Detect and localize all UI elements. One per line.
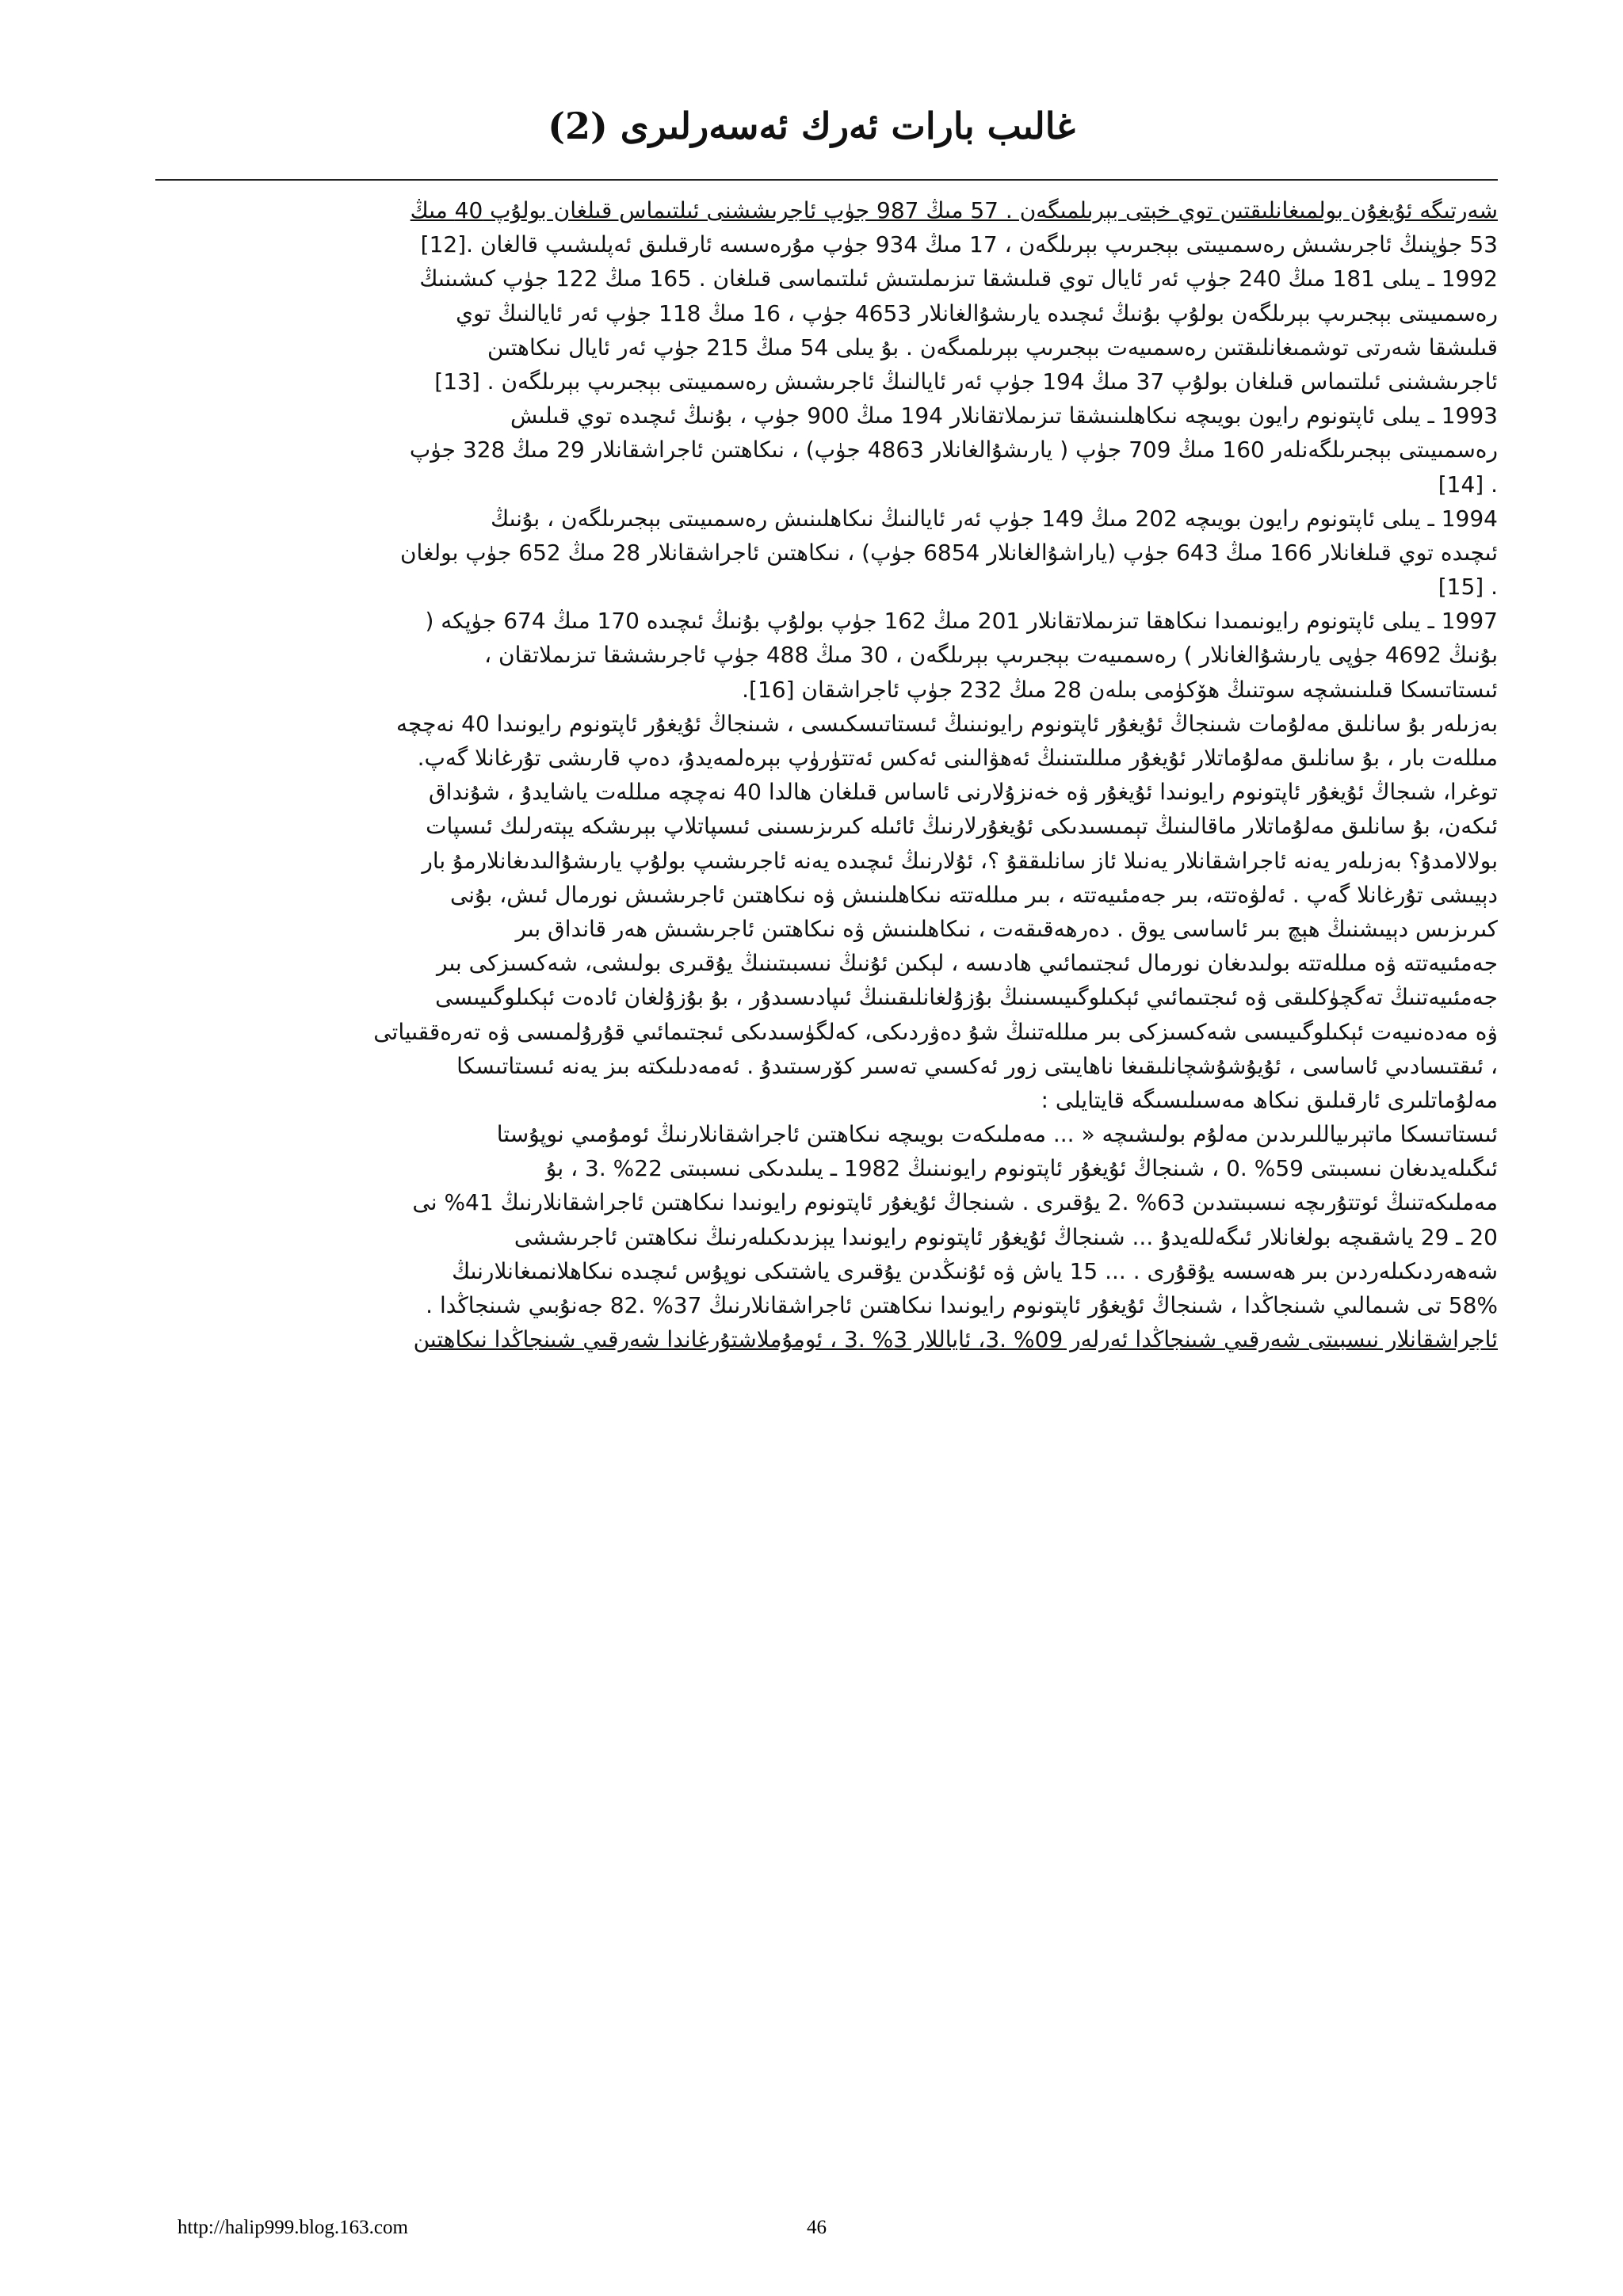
text-line: بۇنىڭ 4692 جۈپى يارىشۇالغانلار ) رەسمىيەت بېجىرىپ بېرىلگەن ، 30 مىڭ 488 جۈپ ئاجرىششقا تىزىملاتقان ، [484,642,1498,669]
page-number: 46 [807,2217,827,2238]
text-line: مەملىكەتنىڭ ئوتتۇرىچە نىسبىتىدىن 63% .2 يۇقىرى . شىنجاڭ ئۇيغۇر ئاپتونوم رايونىدا نىكاھتىن ئاجراشقانلارنىڭ 41% نى [412,1189,1498,1216]
text-line: شەھەردىكىلەردىن بىر ھەسسە يۇقۇرى . ... 15 ياش ۋە ئۇنىڭدىن يۇقىرى ياشتىكى نوپۇس ئىچىدە نىكاھلانمىغانلارنىڭ [452,1257,1498,1284]
text-line: . [14] [1438,471,1498,498]
text-line: بولالامدۇ؟ بەزىلەر يەنە ئاجراشقانلار يەنىلا ئاز سانلىققۇ ؟، ئۇلارنىڭ ئىچىدە يەنە ئاجرىشىپ بولۇپ يارىشۇالىدىغانلارمۇ بار [422,847,1498,874]
title-rule [155,179,1498,181]
text-line: 1997 ـ يىلى ئاپتونوم رايونىمىدا نىكاھقا تىزىملاتقانلار 201 مىڭ 162 جۈپ بولۇپ بۇنىڭ ئىچىدە 170 مىڭ 674 جۈپكە ( [425,608,1498,635]
text-line: جەمئىيەتتە ۋە مىللەتتە بولىدىغان نورمال ئىجتىمائىي ھادىسە ، لېكىن ئۇنىڭ نىسبىتىنىڭ يۇقىرى بولىشى، شەكسىزكى بىر [437,950,1498,977]
text-line: 20 ـ 29 ياشقىچە بولغانلار ئىگەللەيدۇ ... شىنجاڭ ئۇيغۇر ئاپتونوم رايونىدا يېزىدىكىلەرنىڭ نىكاھتىن ئاجرىششى [514,1223,1498,1250]
text-line: ئىچىدە توي قىلغانلار 166 مىڭ 643 جۈپ (ياراشۇالغانلار 6854 جۈپ) ، نىكاھتىن ئاجراشقانلار 28 مىڭ 652 جۈپ بولغان [399,539,1498,566]
page-title: غالىب بارات ئەرك ئەسەرلىرى (2) [548,105,1075,147]
text-line: . [15] [1438,574,1498,601]
text-line: ئىگىلەيدىغان نىسبىتى 59% .0 ، شىنجاڭ ئۇيغۇر ئاپتونوم رايونىنىڭ 1982 ـ يىلىدىكى نىسبىتى 22% .3 ، بۇ [545,1155,1498,1182]
text-line: رەسمىيىتى بېجىرىپ بېرىلگەن بولۇپ بۇنىڭ ئىچىدە يارىشۇالغانلار 4653 جۈپ ، 16 مىڭ 118 جۈپ ئەر ئايالنىڭ توي [456,299,1498,326]
text-line: قىلىشقا شەرتى توشمىغانلىقتىن رەسمىيەت بېجىرىپ بېرىلمىگەن . بۇ يىلى 54 مىڭ 215 جۈپ ئەر ئايال نىكاھتىن [487,334,1498,360]
text-line: كىرىزىس دېيىشنىڭ ھېچ بىر ئاساسى يوق . دەرھەقىقەت ، نىكاھلىنىش ۋە نىكاھتىن ئاجرىشىش ھەر قانداق بىر [515,915,1498,942]
text-line: دېيىشى تۇرغانلا گەپ . ئەلۋەتتە، بىر جەمئىيەتتە ، بىر مىللەتتە نىكاھلىنىش ۋە نىكاھتىن ئاجرىشىش نورمال ئىش، بۇنى [449,881,1498,908]
text-line [155,1356,1498,1390]
text-line: توغرا، شىجاڭ ئۇيغۇر ئاپتونوم رايونىدا ئۇيغۇر ۋە خەنزۇلارنى ئاساس قىلغان ھالدا 40 نەچچە مىللەت ياشايدۇ ، شۇنداق [428,779,1498,806]
text-line: ئىكەن، بۇ سانلىق مەلۇماتلار ماقالىنىڭ تېمىسىدىكى ئۇيغۇرلارنىڭ ئائىلە كىرىزىسىنى ئىسپاتلاپ بېرىشكە يېتەرلىك ئىسپات [426,813,1498,840]
text-line: 53 جۈپنىڭ ئاجرىشىش رەسمىيىتى بېجىرىپ بېرىلگەن ، 17 مىڭ 934 جۈپ مۇرەسسە ئارقىلىق ئەپلىشىپ قالغان .[12] [420,231,1498,258]
text-line: 1994 ـ يىلى ئاپتونوم رايون بويىچە 202 مىڭ 149 جۈپ ئەر ئايالنىڭ نىكاھلىنىش رەسمىيىتى بېجىرىلگەن ، بۇنىڭ [491,505,1498,532]
text-line: ، ئىقتىسادىي ئاساسى ، ئۇيۇشۇشچانلىقىغا ناھايىتى زور ئەكسىي تەسىر كۆرسىتىدۇ . ئەمەدىلىكتە بىز يەنە ئىستاتىسكا [456,1052,1498,1079]
text-line: ئاجراشقانلار نىسبىتى شەرقىي شىنجاڭدا ئەرلەر 09% .3، ئاياللار 3% .3 ، ئومۇملاشتۇرغاندا شەرقىي شىنجاڭدا نىكاھتىن [413,1326,1498,1353]
text-line: رەسمىيىتى بېجىرىلگەنلەر 160 مىڭ 709 جۈپ ( يارىشۇالغانلار 4863 جۈپ) ، نىكاھتىن ئاجراشقانلار 29 مىڭ 328 جۈپ [409,437,1498,463]
text-line: مىللەت بار ، بۇ سانلىق مەلۇماتلار ئۇيغۇر مىللىتىنىڭ ئەھۋالىنى ئەكس ئەتتۈرۈپ بېرەلمەيدۇ، دەپ قارىشى تۇرغانلا گەپ. [417,745,1498,771]
text-line: جەمئىيەتنىڭ تەگچۈكلىقى ۋە ئىجتىمائىي ئېكىلوگىيىسىنىڭ بۇزۇلغانلىقىنىڭ ئىپادىسىدۇر ، بۇ بۇزۇلغان ئادەت ئېكىلوگىيىسى [435,984,1498,1011]
text-line: شەرتىگە ئۇيغۇن بولمىغانلىقتىن توي خېتى بېرىلمىگەن . 57 مىڭ 987 جۈپ ئاجرىششنى ئىلتىماس قىلغان بولۇپ 40 مىڭ [410,197,1498,223]
text-line: ئاجرىششنى ئىلتىماس قىلغان بولۇپ 37 مىڭ 194 جۈپ ئەر ئايالنىڭ ئاجرىشىش رەسمىيىتى بېجىرىپ بېرىلگەن . [13] [434,368,1498,395]
text-line: 1993 ـ يىلى ئاپتونوم رايون بويىچە نىكاھلىنىشقا تىزىملاتقانلار 194 مىڭ 900 جۈپ ، بۇنىڭ ئىچىدە توي قىلىش [510,402,1498,429]
text-line: ۋە مەدەنىيەت ئېكىلوگىيىسى شەكسىزكى بىر مىللەتنىڭ شۇ دەۋردىكى، كەلگۈسىدىكى ئىجتىمائىي قۇرۇلمىسى ۋە تەرەققىياتى [373,1018,1498,1045]
text-line: 58% تى شىمالىي شىنجاڭدا ، شىنجاڭ ئۇيغۇر ئاپتونوم رايونىدا نىكاھتىن ئاجراشقانلارنىڭ 37% .82 جەنۇبىي شىنجاڭدا . [426,1292,1498,1318]
text-line: ئىستاتىسكا قىلىنىشچە سوتنىڭ ھۆكۈمى بىلەن 28 مىڭ 232 جۈپ ئاجراشقان [16]. [742,676,1498,703]
text-line: مەلۇماتلىرى ئارقىلىق نىكاھ مەسىلىسىگە قايتايلى : [1041,1086,1498,1113]
text-line: ئىستاتىسكا ماتېرىياللىرىدىن مەلۇم بولىشىچە « ... مەملىكەت بويىچە نىكاھتىن ئاجراشقانلارنىڭ ئومۇمىي نوپۇستا [496,1121,1498,1148]
text-line: 1992 ـ يىلى 181 مىڭ 240 جۈپ ئەر ئايال توي قىلىشقا تىزىملىتىش ئىلتىماسى قىلغان . 165 مىڭ 122 جۈپ كىشىنىڭ [419,265,1498,292]
text-line: بەزىلەر بۇ سانلىق مەلۇمات شىنجاڭ ئۇيغۇر ئاپتونوم رايونىنىڭ ئىستاتىسكىسى ، شىنجاڭ ئۇيغۇر ئاپتونوم رايونىدا 40 نەچچە [396,710,1498,737]
footer-url: http://halip999.blog.163.com [178,2217,408,2238]
body-text [155,193,1498,1391]
